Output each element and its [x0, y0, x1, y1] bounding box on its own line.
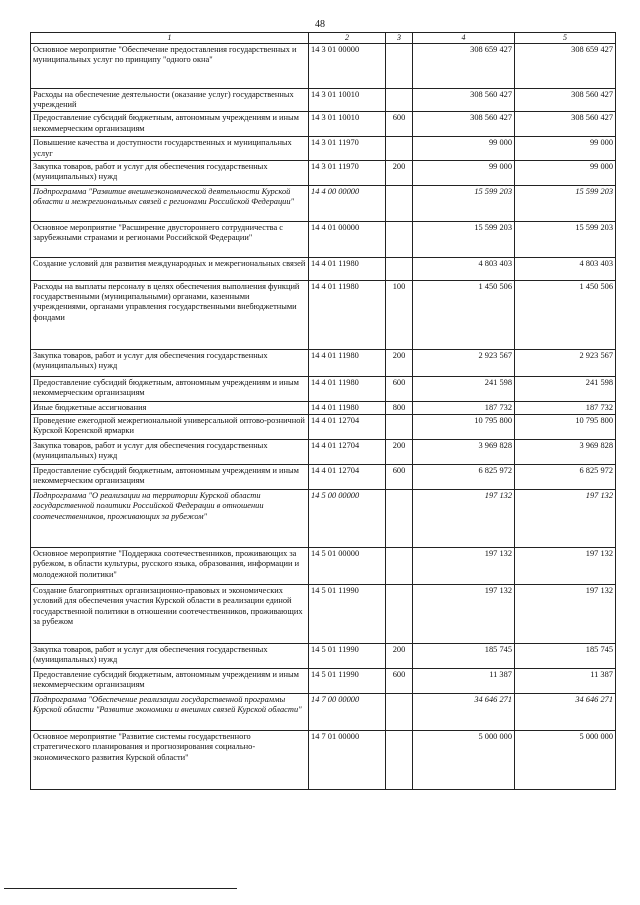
row-code-cell: 14 4 00 00000 — [309, 185, 386, 221]
row-value-col5: 308 560 427 — [515, 112, 616, 137]
table-header-row — [31, 33, 616, 44]
row-vr-cell — [386, 185, 413, 221]
table-row — [31, 112, 616, 137]
row-vr-cell: 600 — [386, 112, 413, 137]
row-name-cell: Создание благоприятных организационно-правовых и экономических условий для обеспечения участия Курской области в реализации единой государственной политики в отношении соотечественников, проживающих за рубежом — [31, 585, 309, 644]
row-value-col5: 187 732 — [515, 401, 616, 414]
row-name-cell: Предоставление субсидий бюджетным, автономным учреждениям и иным некоммерческим организациям — [31, 669, 309, 694]
row-code-cell: 14 4 01 11980 — [309, 349, 386, 376]
row-value-col5: 197 132 — [515, 490, 616, 548]
row-name-cell: Повышение качества и доступности государственных и муниципальных услуг — [31, 137, 309, 161]
row-value-col5: 197 132 — [515, 585, 616, 644]
row-value-col4: 15 599 203 — [413, 185, 515, 221]
row-vr-cell — [386, 694, 413, 731]
row-vr-cell: 200 — [386, 160, 413, 185]
row-name-cell: Предоставление субсидий бюджетным, автономным учреждениям и иным некоммерческим организациям — [31, 465, 309, 490]
row-name-cell: Расходы на выплаты персоналу в целях обеспечения выполнения функций государственными (муниципальными) органами, казенными учреждениями, органами управления государственными внебюджетными фондами — [31, 280, 309, 349]
row-vr-cell: 200 — [386, 440, 413, 465]
row-value-col4: 197 132 — [413, 548, 515, 585]
table-row — [31, 415, 616, 440]
row-vr-cell — [386, 585, 413, 644]
row-vr-cell: 200 — [386, 349, 413, 376]
row-value-col5: 185 745 — [515, 644, 616, 669]
table-row — [31, 280, 616, 349]
row-vr-cell — [386, 490, 413, 548]
row-vr-cell — [386, 257, 413, 280]
row-code-cell: 14 4 01 11980 — [309, 257, 386, 280]
row-code-cell: 14 4 01 11980 — [309, 401, 386, 414]
row-vr-cell: 800 — [386, 401, 413, 414]
row-vr-cell — [386, 137, 413, 161]
row-vr-cell: 600 — [386, 465, 413, 490]
row-vr-cell: 100 — [386, 280, 413, 349]
table-row — [31, 548, 616, 585]
table-row — [31, 669, 616, 694]
row-value-col4: 6 825 972 — [413, 465, 515, 490]
row-name-cell: Иные бюджетные ассигнования — [31, 401, 309, 414]
table-row — [31, 43, 616, 88]
row-code-cell: 14 4 01 00000 — [309, 221, 386, 257]
row-name-cell: Основное мероприятие "Развитие системы государственного стратегического планирования и прогнозирования социально-экономического развития Курской области" — [31, 731, 309, 790]
row-value-col4: 4 803 403 — [413, 257, 515, 280]
row-name-cell: Закупка товаров, работ и услуг для обеспечения государственных (муниципальных) нужд — [31, 160, 309, 185]
row-code-cell: 14 3 01 11970 — [309, 160, 386, 185]
row-name-cell: Закупка товаров, работ и услуг для обеспечения государственных (муниципальных) нужд — [31, 440, 309, 465]
row-vr-cell — [386, 221, 413, 257]
table-row — [31, 376, 616, 401]
table-row — [31, 401, 616, 414]
row-value-col4: 308 659 427 — [413, 43, 515, 88]
row-value-col4: 10 795 800 — [413, 415, 515, 440]
row-code-cell: 14 7 01 00000 — [309, 731, 386, 790]
row-value-col4: 99 000 — [413, 137, 515, 161]
table-row — [31, 221, 616, 257]
row-value-col4: 15 599 203 — [413, 221, 515, 257]
budget-table — [30, 32, 616, 790]
row-code-cell: 14 4 01 12704 — [309, 440, 386, 465]
row-value-col4: 5 000 000 — [413, 731, 515, 790]
table-row — [31, 257, 616, 280]
row-value-col5: 6 825 972 — [515, 465, 616, 490]
table-row — [31, 585, 616, 644]
row-code-cell: 14 3 01 11970 — [309, 137, 386, 161]
row-value-col4: 2 923 567 — [413, 349, 515, 376]
table-row — [31, 490, 616, 548]
table-row — [31, 88, 616, 112]
row-value-col4: 308 560 427 — [413, 88, 515, 112]
row-value-col5: 99 000 — [515, 160, 616, 185]
table-row — [31, 440, 616, 465]
row-name-cell: Основное мероприятие "Поддержка соотечественников, проживающих за рубежом, в области культуры, русского языка, образования, информации и молодежной политики" — [31, 548, 309, 585]
row-value-col4: 197 132 — [413, 490, 515, 548]
table-body — [31, 43, 616, 789]
table-row — [31, 465, 616, 490]
row-value-col4: 34 646 271 — [413, 694, 515, 731]
row-value-col5: 15 599 203 — [515, 221, 616, 257]
row-value-col4: 99 000 — [413, 160, 515, 185]
row-name-cell: Предоставление субсидий бюджетным, автономным учреждениям и иным некоммерческим организациям — [31, 376, 309, 401]
row-value-col5: 1 450 506 — [515, 280, 616, 349]
row-value-col5: 3 969 828 — [515, 440, 616, 465]
row-vr-cell — [386, 43, 413, 88]
table-row — [31, 160, 616, 185]
row-name-cell: Закупка товаров, работ и услуг для обеспечения государственных (муниципальных) нужд — [31, 349, 309, 376]
row-name-cell: Подпрограмма "Развитие внешнеэкономической деятельности Курской области и межрегиональных связей с регионами Российской Федерации" — [31, 185, 309, 221]
table-row — [31, 185, 616, 221]
header-col-5: 5 — [515, 33, 616, 44]
header-col-2: 2 — [309, 33, 386, 44]
row-name-cell: Предоставление субсидий бюджетным, автономным учреждениям и иным некоммерческим организациям — [31, 112, 309, 137]
row-vr-cell — [386, 548, 413, 585]
row-value-col5: 99 000 — [515, 137, 616, 161]
row-name-cell: Подпрограмма "Обеспечение реализации государственной программы Курской области "Развитие экономики и внешних связей Курской области" — [31, 694, 309, 731]
page-number: 48 — [315, 19, 325, 30]
row-value-col4: 187 732 — [413, 401, 515, 414]
row-name-cell: Проведение ежегодной межрегиональной универсальной оптово-розничной Курской Коренской ярмарки — [31, 415, 309, 440]
footnote-rule — [4, 888, 237, 889]
row-value-col5: 4 803 403 — [515, 257, 616, 280]
row-name-cell: Создание условий для развития международных и межрегиональных связей — [31, 257, 309, 280]
row-value-col5: 308 659 427 — [515, 43, 616, 88]
row-name-cell: Основное мероприятие "Обеспечение предоставления государственных и муниципальных услуг по принципу "одного окна" — [31, 43, 309, 88]
row-value-col5: 308 560 427 — [515, 88, 616, 112]
table-row — [31, 644, 616, 669]
row-value-col5: 34 646 271 — [515, 694, 616, 731]
row-vr-cell — [386, 415, 413, 440]
header-col-3: 3 — [386, 33, 413, 44]
row-value-col5: 15 599 203 — [515, 185, 616, 221]
row-value-col5: 11 387 — [515, 669, 616, 694]
table-row — [31, 137, 616, 161]
row-name-cell: Закупка товаров, работ и услуг для обеспечения государственных (муниципальных) нужд — [31, 644, 309, 669]
row-value-col5: 197 132 — [515, 548, 616, 585]
row-value-col4: 1 450 506 — [413, 280, 515, 349]
row-code-cell: 14 5 01 11990 — [309, 644, 386, 669]
row-vr-cell: 600 — [386, 376, 413, 401]
row-code-cell: 14 3 01 10010 — [309, 88, 386, 112]
row-name-cell: Подпрограмма "О реализации на территории Курской области государственной политики Российской Федерации в отношении соотечественников, проживающих за рубежом" — [31, 490, 309, 548]
row-name-cell: Расходы на обеспечение деятельности (оказание услуг) государственных учреждений — [31, 88, 309, 112]
row-code-cell: 14 4 01 12704 — [309, 465, 386, 490]
row-value-col4: 197 132 — [413, 585, 515, 644]
row-vr-cell: 600 — [386, 669, 413, 694]
row-name-cell: Основное мероприятие "Расширение двустороннего сотрудничества с зарубежными странами и регионами Российской Федерации" — [31, 221, 309, 257]
table-row — [31, 694, 616, 731]
row-code-cell: 14 3 01 10010 — [309, 112, 386, 137]
row-value-col4: 308 560 427 — [413, 112, 515, 137]
row-value-col4: 3 969 828 — [413, 440, 515, 465]
row-value-col5: 2 923 567 — [515, 349, 616, 376]
row-value-col4: 185 745 — [413, 644, 515, 669]
header-col-1: 1 — [31, 33, 309, 44]
row-code-cell: 14 5 00 00000 — [309, 490, 386, 548]
row-code-cell: 14 3 01 00000 — [309, 43, 386, 88]
header-col-4: 4 — [413, 33, 515, 44]
row-code-cell: 14 4 01 11980 — [309, 376, 386, 401]
row-vr-cell: 200 — [386, 644, 413, 669]
row-code-cell: 14 4 01 12704 — [309, 415, 386, 440]
row-value-col5: 241 598 — [515, 376, 616, 401]
row-code-cell: 14 5 01 11990 — [309, 669, 386, 694]
row-value-col4: 241 598 — [413, 376, 515, 401]
row-value-col5: 5 000 000 — [515, 731, 616, 790]
table-row — [31, 349, 616, 376]
row-code-cell: 14 5 01 00000 — [309, 548, 386, 585]
table-row — [31, 731, 616, 790]
row-vr-cell — [386, 88, 413, 112]
row-vr-cell — [386, 731, 413, 790]
row-code-cell: 14 7 00 00000 — [309, 694, 386, 731]
row-code-cell: 14 5 01 11990 — [309, 585, 386, 644]
row-value-col4: 11 387 — [413, 669, 515, 694]
row-code-cell: 14 4 01 11980 — [309, 280, 386, 349]
row-value-col5: 10 795 800 — [515, 415, 616, 440]
